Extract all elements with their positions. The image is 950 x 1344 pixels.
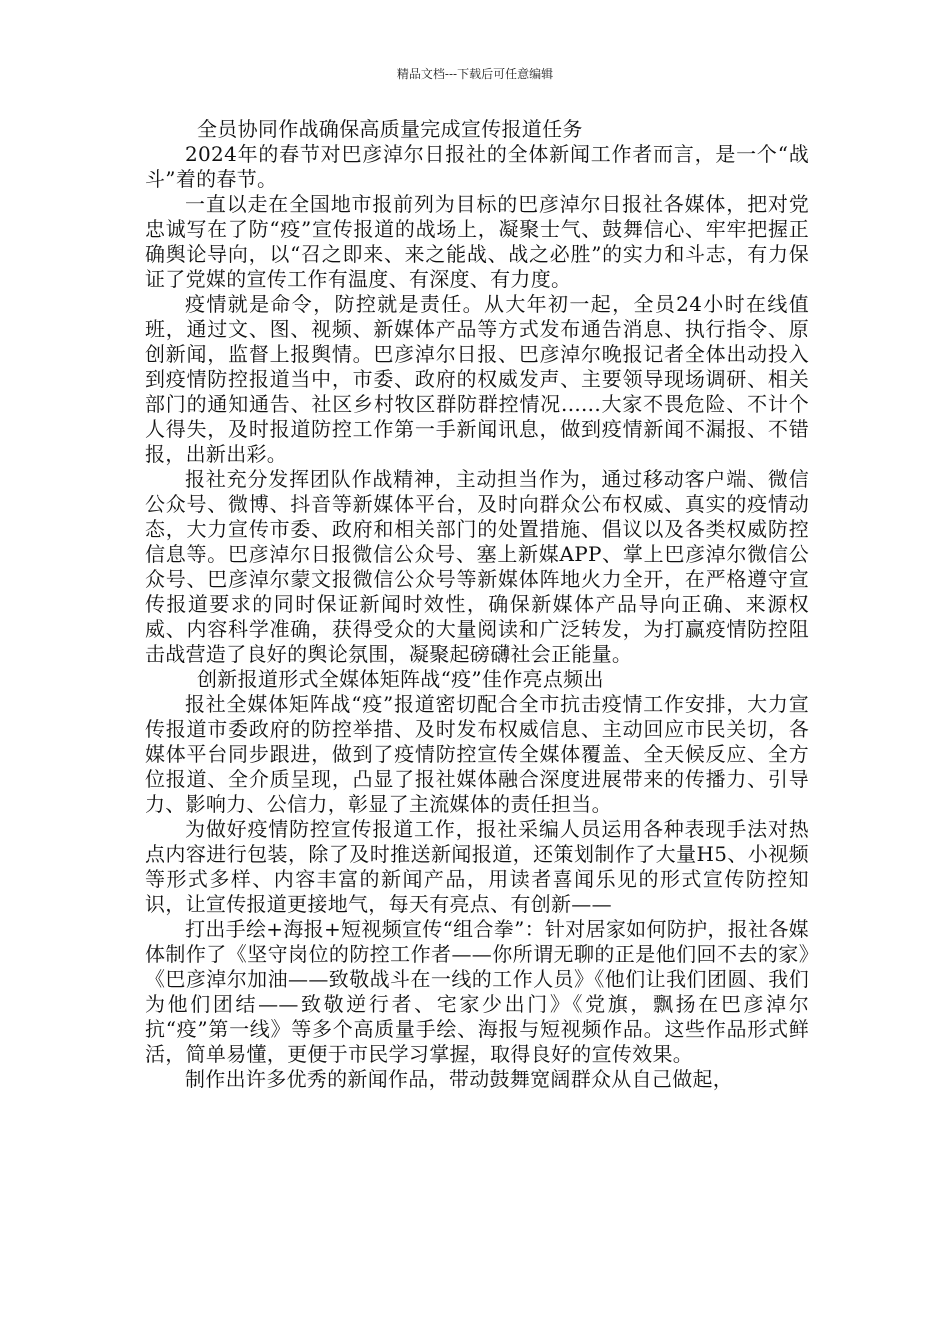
body-paragraph: 一直以走在全国地市报前列为目标的巴彦淖尔日报社各媒体，把对党忠诚写在了防“疫”宣传报道的战场上，凝聚士气、鼓舞信心、牢牢把握正确舆论导向，以“召之即来、来之能战、战之必胜”的实力和斗志，有力保证了党媒的宣传工作有温度、有深度、有力度。	[145, 192, 809, 291]
body-paragraph: 疫情就是命令，防控就是责任。从大年初一起，全员24小时在线值班，通过文、图、视频、新媒体产品等方式发布通告消息、执行指令、原创新闻，监督上报舆情。巴彦淖尔日报、巴彦淖尔晚报记者全体出动投入到疫情防控报道当中，市委、政府的权威发声、主要领导现场调研、相关部门的通知通告、社区乡村牧区群防群控情况......大家不畏危险、不计个人得失，及时报道防控工作第一手新闻讯息，做到疫情新闻不漏报、不错报，出新出彩。	[145, 292, 809, 466]
body-paragraph: 报社全媒体矩阵战“疫”报道密切配合全市抗击疫情工作安排，大力宣传报道市委政府的防控举措、及时发布权威信息、主动回应市民关切，各媒体平台同步跟进，做到了疫情防控宣传全媒体覆盖、全天候反应、全方位报道、全介质呈现，凸显了报社媒体融合深度进展带来的传播力、引导力、影响力、公信力，彰显了主流媒体的责任担当。	[145, 692, 809, 816]
page-header: 精品文档---下载后可任意编辑	[396, 67, 554, 81]
body-paragraph: 报社充分发挥团队作战精神，主动担当作为，通过移动客户端、微信公众号、微博、抖音等新媒体平台，及时向群众公布权威、真实的疫情动态，大力宣传市委、政府和相关部门的处置措施、倡议以及各类权威防控信息等。巴彦淖尔日报微信公众号、塞上新媒APP、掌上巴彦淖尔微信公众号、巴彦淖尔蒙文报微信公众号等新媒体阵地火力全开，在严格遵守宣传报道要求的同时保证新闻时效性，确保新媒体产品导向正确、来源权威、内容科学准确，获得受众的大量阅读和广泛转发，为打赢疫情防控阻击战营造了良好的舆论氛围，凝聚起磅礴社会正能量。	[145, 467, 809, 666]
body-paragraph: 制作出许多优秀的新闻作品，带动鼓舞宽阔群众从自己做起，	[185, 1067, 734, 1091]
document-body	[145, 117, 809, 1092]
body-paragraph: 2024年的春节对巴彦淖尔日报社的全体新闻工作者而言，是一个“战斗”着的春节。	[145, 142, 809, 191]
section-heading: 创新报道形式全媒体矩阵战“疫”佳作亮点频出	[197, 667, 604, 691]
body-paragraph: 打出手绘+海报+短视频宣传“组合拳”：针对居家如何防护，报社各媒体制作了《坚守岗位的防控工作者——你所谓无聊的正是他们回不去的家》《巴彦淖尔加油——致敬战斗在一线的工作人员》《他们让我们团圆、我们为他们团结——致敬逆行者、宅家少出门》《党旗，飘扬在巴彦淖尔抗“疫”第一线》等多个高质量手绘、海报与短视频作品。这些作品形式鲜活，简单易懂，更便于市民学习掌握，取得良好的宣传效果。	[145, 917, 809, 1066]
section-heading: 全员协同作战确保高质量完成宣传报道任务	[197, 117, 583, 141]
body-paragraph: 为做好疫情防控宣传报道工作，报社采编人员运用各种表现手法对热点内容进行包装，除了及时推送新闻报道，还策划制作了大量H5、小视频等形式多样、内容丰富的新闻产品，用读者喜闻乐见的形式宣传防控知识，让宣传报道更接地气，每天有亮点、有创新——	[145, 817, 809, 916]
